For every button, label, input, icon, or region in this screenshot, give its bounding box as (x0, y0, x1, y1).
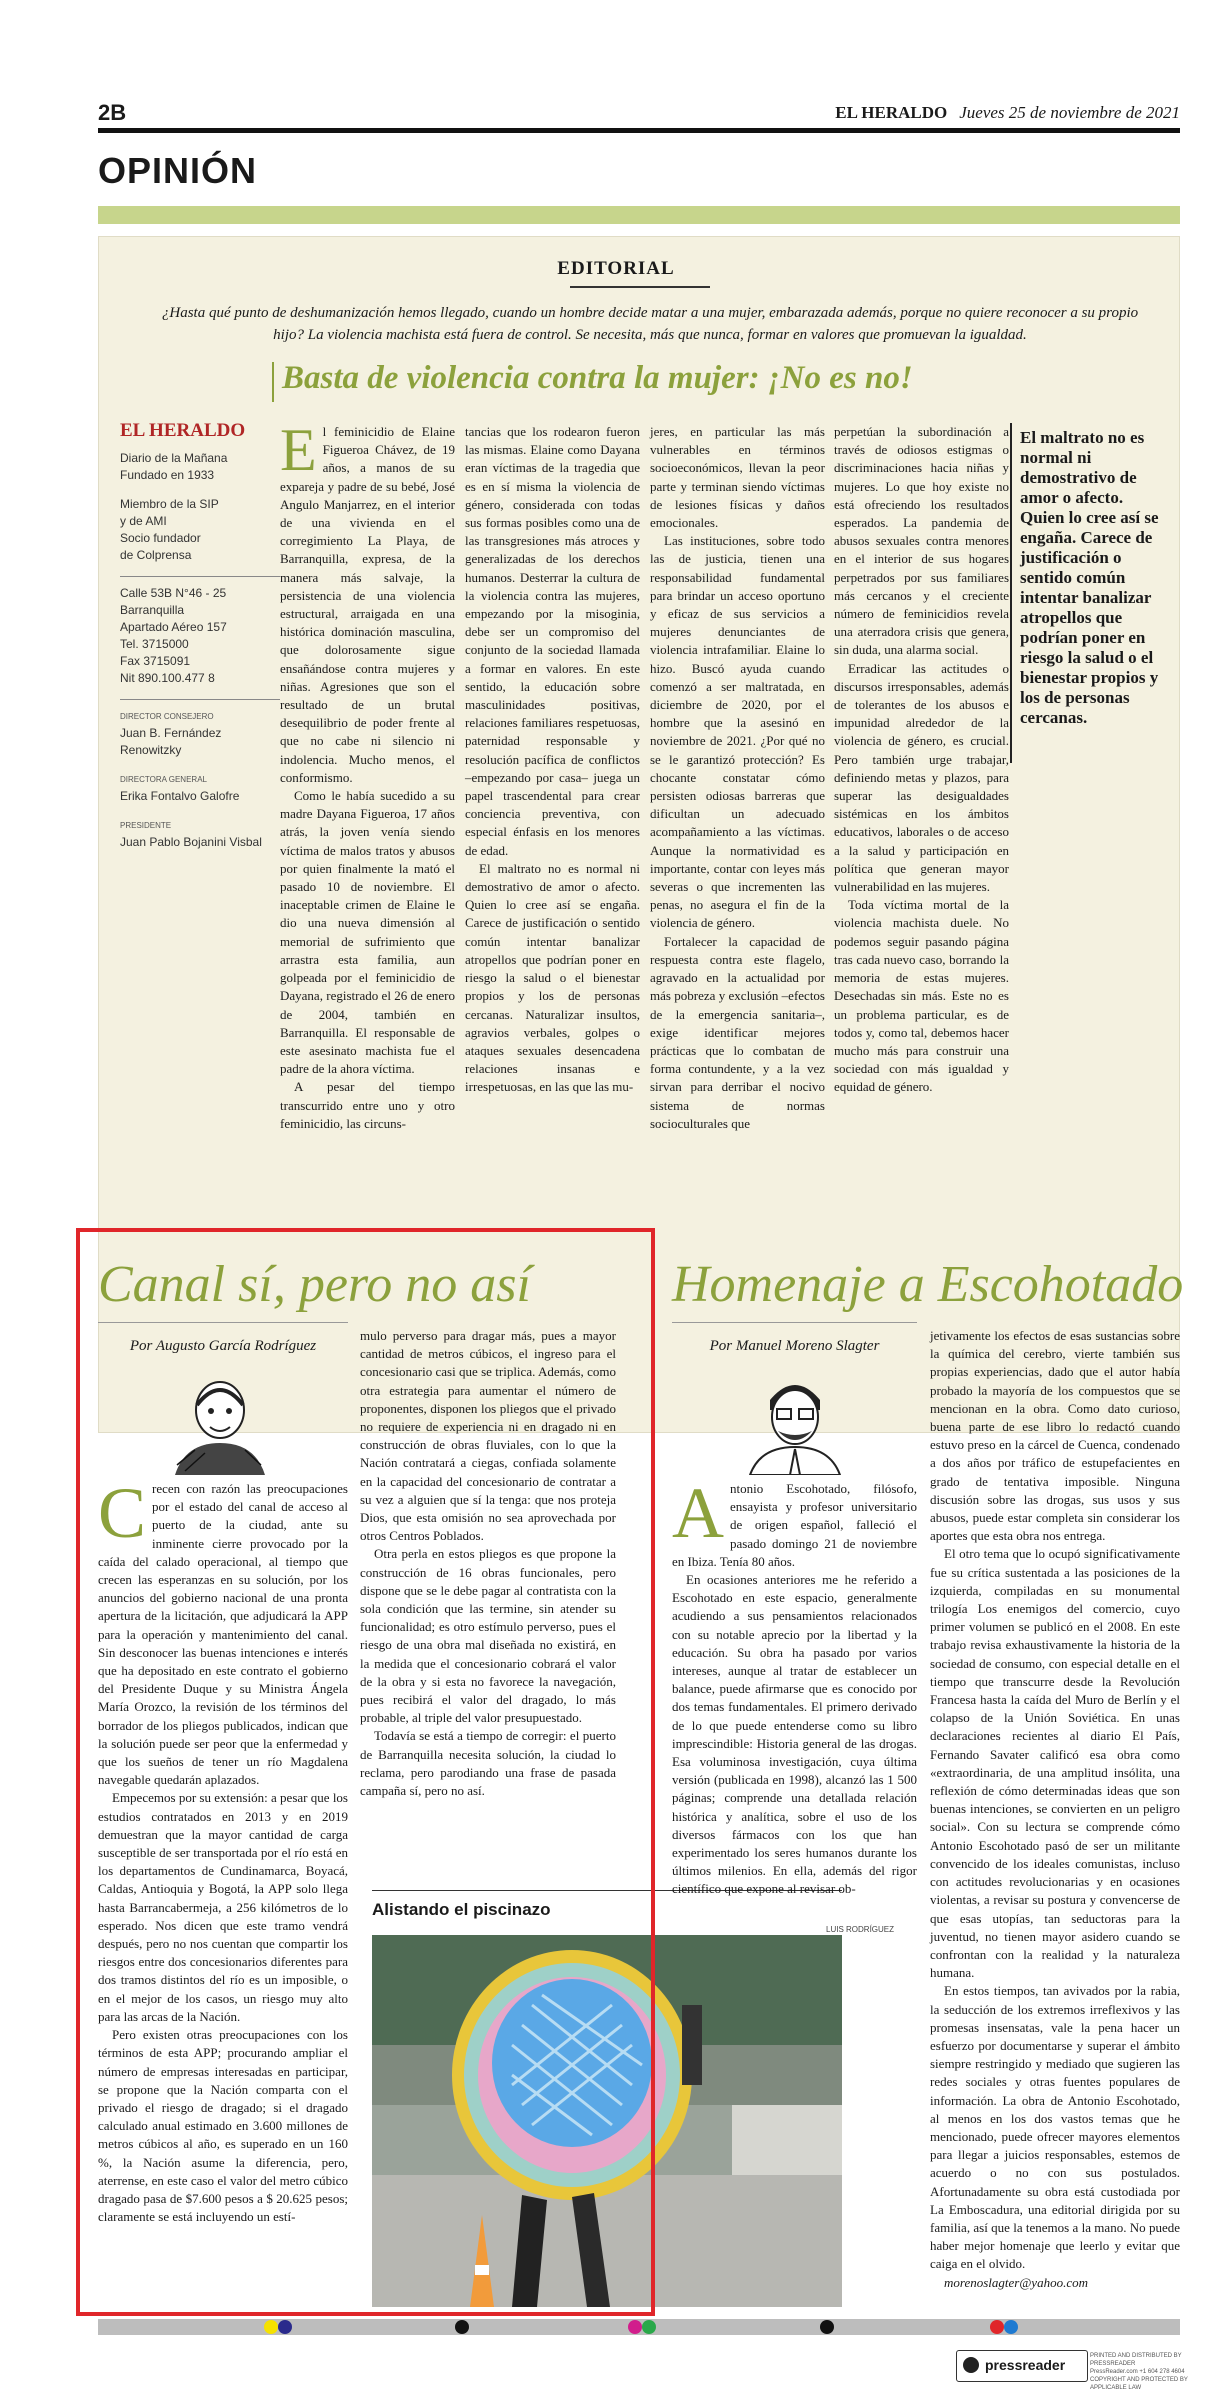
section-band (98, 206, 1180, 224)
paragraph: recen con razón las preocupaciones por el estado del canal de acceso al puerto de la ciudad, ante su inminente cierre provocado por la caída del calado operacional, al tiempo que crecen las esperanzas en su solución, por los anuncios del gobierno nacional de una pronta apertura de la licitación, que adjudicará la APP para la operación y mantenimiento del canal. Sin desconocer las buenas intenciones e interés que ha depositado en este contrato el gobierno del Presidente Duque y su Ministra Ángela María Orozco, la revisión de los términos del borrador de los pliegos publicados, indican que la solución puede ser peor que la enfermedad y que los sueños de tener un río Magdalena navegable quedarán aplazados. (98, 1481, 348, 1788)
title-rule (672, 1322, 917, 1323)
pull-quote: El maltrato no es normal ni demostrativo de amor o afecto. Quien lo cree así se engaña. Carece de justificación o sentido común intentar banalizar atropellos que podrían poner en riesgo la salud o el bienestar propios y los de personas cercanas. (1020, 428, 1159, 727)
role-label: DIRECTOR CONSEJERO (120, 712, 214, 721)
paragraph: Toda víctima mortal de la violencia machista duele. No podemos seguir pasando página tras cada nuevo caso, borrando la memoria de estas mujeres. Desechadas sin más. Este no es un problema particular, es de todos y, como tal, debemos hacer mucho más para construir una sociedad con más igualdad y equidad de género. (834, 897, 1009, 1095)
role-label: DIRECTORA GENERAL (120, 775, 207, 784)
masthead-line: Fundado en 1933 (120, 468, 215, 482)
highlight-box (76, 1228, 655, 2316)
article-title: Canal sí, pero no así (98, 1256, 531, 1313)
role-name: Juan B. Fernández Renowitzky (120, 726, 222, 757)
masthead-line: Socio fundador (120, 531, 201, 545)
paragraph: jetivamente los efectos de esas sustancias sobre la química del cerebro, vierte también sus propias experiencias, dado que el autor había probado la mayoría de los compuestos que se mencionan en la obra. Como dato curioso, buena parte de ese libro lo redactó cuando estuvo preso en la cárcel de Cuenca, condenado a dos años por tráfico de estupefacientes en grado de tentativa imposible. Ninguna discusión sobre las drogas, sus usos y sus abusos, puede estar completa sin considerar los aportes que esta obra nos entrega. (930, 1328, 1180, 1544)
registration-dot (1004, 2320, 1018, 2334)
paragraph: Las instituciones, sobre todo las de justicia, tienen una responsabilidad fundamental para brindar un acceso oportuno y eficaz de sus servicios a mujeres denunciantes de violencia intrafamiliar. Elaine lo hizo. Buscó ayuda cuando comenzó a ser maltratada, en diciembre de 2020, por el hombre que la asesinó en noviembre de 2021. ¿Por qué no se le garantizó protección? Es chocante constatar cómo persisten odiosas barreras que dificultan un adecuado acompañamiento a las víctimas. Aunque la normatividad es importante, contar con leyes más severas o que incrementen las penas, no asegura el fin de la violencia de género. (650, 533, 825, 931)
notice-line: PRINTED AND DISTRIBUTED BY PRESSREADER (1090, 2353, 1182, 2367)
right-article-column-1 (672, 1473, 917, 1899)
paragraph: El maltrato no es normal ni demostrativo de amor o afecto. Quien lo cree así se engaña. Carece de justificación o sentido común intentar banalizar atropellos que podrían poner en riesgo la salud o el bienestar propios y los de personas cercanas. Naturalizar insultos, agravios verbales, golpes o ataques sexuales desencadena relaciones insanas e irrespetuosas, en las que las mu- (465, 860, 640, 1095)
section-title: OPINIÓN (98, 150, 258, 191)
paragraph: Todavía se está a tiempo de corregir: el puerto de Barranquilla necesita solución, la ciudad lo reclama, pero parodiando una frase de pasada campaña sí, pero no así. (360, 1728, 616, 1799)
registration-dot (264, 2320, 278, 2334)
registration-dot (628, 2320, 642, 2334)
paragraph: tancias que los rodearon fueron las mismas. Elaine como Dayana eran víctimas de la tragedia que es en sí misma la violencia de género, considerada con todas sus formas posibles como una de las transgresiones más atroces y generalizadas de los derechos humanos. Desterrar la cultura de la violencia contra las mujeres, empezando por la misoginia, debe ser un compromiso del conjunto de la sociedad llamada a formar en valores. En este sentido, la educación sobre masculinidades positivas, relaciones familiares respetuosas, paternidad responsable y resolución pacífica de conflictos –empezando por casa– juega un papel trascendental para crear conciencia preventiva, con especial énfasis en los menores de edad. (465, 424, 640, 858)
author-email: morenoslagter@yahoo.com (944, 2274, 1088, 2290)
paragraph: En ocasiones anteriores me he referido a Escohotado en este espacio, generalmente acudiendo a sus pensamientos relacionados con su notable aprecio por la libertad y la educación. Su obra ha pasado por varios intereses, aunque al tratar de establecer un balance, puede afirmarse que es conocido por dos temas fundamentales. El primero derivado de lo que puede entenderse como su libro imprescindible: Historia general de las drogas. Esa voluminosa investigación, cuya última versión (publicada en 1998), alcanzó las 1 500 páginas; comprende una detallada relación histórica y analítica, sobre el uso de los diversos fármacos con los que han experimentado los seres humanos durante los últimos milenios. En ella, además del rigor científico que expone al revisar ob- (672, 1572, 917, 1897)
paragraph: En estos tiempos, tan avivados por la rabia, la seducción de los extremos irreflexivos y las promesas insensatas, vale la pena hacer un esfuerzo por documentarse y superar el ámbito siempre restringido y mediado que sugieren las redes sociales y otras fuentes populares de información. La obra de Antonio Escohotado, al menos en los dos vastos temas que he mencionado, puede ofrecer mayores elementos para llegar a juicios responsables, estemos de acuerdo o no con sus postulados. Afortunadamente su obra está custodiada por La Emboscadura, una editorial dirigida por su familia, así que la tenemos a la mano. No puede haber mejor homenaje que leerlo y evitar que caiga en el olvido. (930, 1983, 1180, 2272)
photo-title: Alistando el piscinazo (372, 1900, 551, 1919)
address-line: Calle 53B N°46 - 25 (120, 586, 227, 600)
paragraph: A pesar del tiempo transcurrido entre uno y otro feminicidio, las circuns- (280, 1079, 455, 1131)
editorial-label: EDITORIAL (557, 258, 675, 279)
role-name: Erika Fontalvo Galofre (120, 789, 240, 803)
header-rule (98, 128, 1180, 133)
masthead-brand: EL HERALDO (120, 420, 246, 441)
editorial-label-rule (570, 286, 710, 288)
editorial-column-4 (834, 423, 1009, 1097)
paragraph: Erradicar las actitudes o discursos irresponsables, además de tolerantes de los abusos e impunidad alrededor de la violencia de género, es crucial. Pero también urge trabajar, definiendo metas y plazos, para superar las desigualdades sistémicas en los ámbitos educativos, laborales o de acceso a la salud y participación en política que generan mayor vulnerabilidad en las mujeres. (834, 660, 1009, 895)
registration-dot (990, 2320, 1004, 2334)
headline-rule (272, 362, 274, 402)
paragraph: jeres, en particular las más vulnerables en términos socioeconómicos, llevan la peor parte y terminan siendo víctimas de lesiones físicas y daños emocionales. (650, 424, 825, 531)
address-line: Apartado Aéreo 157 (120, 620, 227, 634)
registration-dot (642, 2320, 656, 2334)
author-portrait (740, 1365, 850, 1475)
masthead-line: de Colprensa (120, 548, 192, 562)
paragraph: Fortalecer la capacidad de respuesta contra este flagelo, agravado en la actualidad por más pobreza y exclusión –efectos de la emergencia sanitaria–, exige identificar mejores prácticas que lo combatan de forma contundente, y a la vez sirvan para derribar el nocivo sistema de normas socioculturales que (650, 933, 825, 1131)
page-number: 2B (98, 100, 127, 125)
notice-line: PressReader.com +1 604 278 4604 (1090, 2369, 1185, 2375)
paragraph: l feminicidio de Elaine Figueroa Chávez, de 19 años, a manos de su expareja y padre de su bebé, José Angulo Manjarrez, en el interior de una vivienda en el corregimiento La Playa, de Barranquilla, expresa, de la manera más salvaje, la persistencia de una violencia estructural, arraigada en una histórica dominación masculina, que dolorosamente sigue ensañándose contra mujeres y niñas. Agresiones que son el resultado de un brutal desequilibrio de poder frente al que no cabe ni silencio ni indolencia. Mucho menos, el conformismo. (280, 424, 455, 785)
paragraph: Como le había sucedido a su madre Dayana Figueroa, 17 años atrás, la joven venía siendo víctima de malos tratos y abusos por quien finalmente la mató el pasado 10 de noviembre. El inaceptable crimen de Elaine le dio una nueva dimensión al memorial de sufrimiento que arrastra esta familia, aun golpeada por el feminicidio de Dayana, registrado el 26 de enero de 2004, también en Barranquilla. El responsable de este asesinato machista fue el padre de la ahora víctima. (280, 788, 455, 1077)
masthead-info (120, 450, 280, 484)
drop-cap: C (98, 1473, 147, 1553)
address-line: Tel. 3715000 (120, 637, 189, 651)
masthead-membership (120, 496, 280, 564)
registration-dot (278, 2320, 292, 2334)
masthead-address (120, 585, 280, 687)
masthead-divider (120, 699, 280, 700)
paragraph: perpetúan la subordinación a través de odiosos estigmas o discriminaciones hacia niñas y mujeres. Lo que hoy existe no está ofreciendo los resultados esperados. La pandemia de abusos sexuales contra menores en el interior de sus hogares perpetrados por sus familiares más cercanos y el creciente número de feminicidios revela una aterradora crisis que genera, sin duda, una alarma social. (834, 424, 1009, 658)
editorial-headline: Basta de violencia contra la mujer: ¡No es no! (282, 360, 913, 396)
pressreader-notice (1090, 2352, 1210, 2392)
drop-cap: E (280, 417, 317, 483)
paragraph: Otra perla en estos pliegos es que propone la construcción de 16 obras funcionales, pero dispone que se le debe pagar al contratista con la sola condición que las termine, sin atender su funcionalidad; es otro estímulo perverso, pues el riesgo de una obra mal diseñada no existirá, en la medida que el concesionario cobrará el valor de la obra y si esta no favorece la navegación, pues recibirá el valor del dragado, lo más probable, al triple del valor presupuestado. (360, 1546, 616, 1726)
paragraph: mulo perverso para dragar más, pues a mayor cantidad de metros cúbicos, el ingreso para el concesionario casi que se triplica. Además, como otra estrategia para aumentar el número de proponentes, disponen los pliegos que el privado no requiere de experiencia ni en dragado ni en construcción de obras fluviales, con lo que la Nación contratará a ciegas, confiada solamente en la capacidad del concesionario de contratar a su vez a alguien que sí la tenga: que nos proteja Dios, que esta omisión no sea aprovechada por otros Centros Poblados. (360, 1328, 616, 1544)
masthead-divider (120, 576, 280, 577)
pullquote-rule (1010, 423, 1012, 763)
right-article-column-2 (930, 1327, 1180, 2292)
editorial-column-3 (650, 423, 825, 1133)
paragraph: Pero existen otras preocupaciones con los términos de esta APP; procurando ampliar el número de empresas interesadas en participar, se propone que la Nación comparta con el privado el riesgo de dragado; si el dragado calculado anual estimado en 3.600 millones de metros cúbicos al año, es superado en un 160 %, la Nación asume la diferencia, pero, aterrense, en este caso el valor del metro cúbico dragado pasa de $7.600 pesos a $ 20.625 pesos; claramente se está incluyendo un estí- (98, 2027, 348, 2225)
issue-date: Jueves 25 de noviembre de 2021 (959, 103, 1180, 122)
editorial-lead: ¿Hasta qué punto de deshumanización hemos llegado, cuando un hombre decide matar a una mujer, embarazada además, porque no quiere reconocer a su propio hijo? La violencia machista está fuera de control. Se necesita, más que nunca, formar en valores que promuevan la igualdad. (161, 305, 1139, 343)
address-line: Nit 890.100.477 8 (120, 671, 215, 685)
registration-dot (820, 2320, 834, 2334)
pressreader-logo (956, 2350, 1088, 2382)
address-line: Barranquilla (120, 603, 185, 617)
article-title: Homenaje a Escohotado (672, 1256, 1184, 1313)
article-byline: Por Augusto García Rodríguez (129, 1338, 317, 1354)
drop-cap: A (672, 1473, 724, 1553)
newspaper-header (835, 103, 1180, 123)
editorial-column-1 (280, 417, 455, 1133)
address-line: Fax 3715091 (120, 654, 191, 668)
masthead (120, 420, 280, 863)
registration-dot (455, 2320, 469, 2334)
role-label: PRESIDENTE (120, 821, 172, 830)
notice-line: COPYRIGHT AND PROTECTED BY APPLICABLE LAW (1090, 2377, 1188, 2391)
masthead-line: Diario de la Mañana (120, 451, 228, 465)
masthead-line: Miembro de la SIP (120, 497, 219, 511)
pressreader-brand: pressreader (985, 2357, 1066, 2373)
photo-credit: LUIS RODRÍGUEZ (826, 1925, 895, 1934)
newspaper-name: EL HERALDO (835, 103, 948, 122)
article-byline: Por Manuel Moreno Slagter (709, 1338, 880, 1354)
masthead-line: y de AMI (120, 514, 167, 528)
paragraph: Empecemos por su extensión: a pesar que los estudios contratados en 2013 y en 2019 demuestran que la mayor cantidad de carga susceptible de ser transportada por el río está en los departamentos de Cundinamarca, Boyacá, Caldas, Antioquia y Bogotá, la APP solo llega hasta Barrancabermeja, a 256 kilómetros de lo esperado. Nos dicen que este tramo vendrá después, pero no nos cuentan que compartir los riesgos entre dos concesionarios diferentes para dos tramos distintos del río es un imposible, o en el mejor de los casos, un riesgo muy alto para las arcas de la Nación. (98, 1790, 348, 2024)
editorial-column-2 (465, 423, 640, 1097)
paragraph: ntonio Escohotado, filósofo, ensayista y profesor universitario de origen español, falleció el pasado domingo 21 de noviembre en Ibiza. Tenía 80 años. (672, 1481, 917, 1569)
paragraph: El otro tema que lo ocupó significativamente fue su crítica sustentada a las posiciones de la izquierda, compiladas en su monumental trilogía Los enemigos del comercio, cuyo primer volumen se publicó en el 2008. En este trabajo revisa exhaustivamente la historia de la sociedad de consumo, con especial detalle en el tiempo que transcurre desde la Revolución Francesa hasta la caída del Muro de Berlín y el colapso de la Unión Soviética. En unas declaraciones recientes al diario El País, Fernando Savater calificó esa obra como «extraordinaria, de una amplitud insólita, una reflexión de cómo determinadas ideas que son buenas intenciones, se convierten en un peligro social». Con su lectura se comprende cómo Antonio Escohotado pasó de ser un militante convencido de los ideales comunistas, incluso con actitudes revolucionarias y en ocasiones violentas, a revisar su postura y convencerse de que esas utopías, tan seductoras para la juventud, no tienen mayor asidero cuando se confrontan con la realidad y la naturaleza humana. (930, 1546, 1180, 1981)
role-name: Juan Pablo Bojanini Visbal (120, 835, 262, 849)
pressreader-icon (963, 2357, 979, 2373)
